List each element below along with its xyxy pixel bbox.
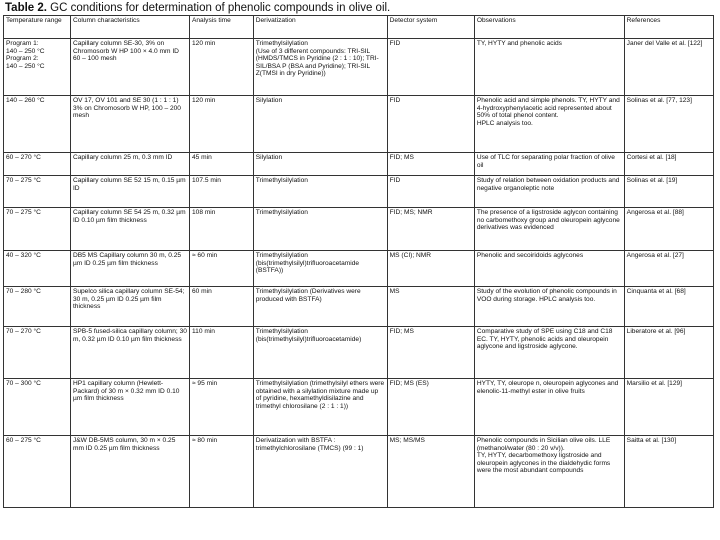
table-cell: 60 – 275 °C [4, 436, 71, 508]
table-cell: HYTY, TY, oleurope n, oleuropein aglycones and elenolic-11-methyl ester in olive fruits [474, 379, 624, 436]
table-cell: 140 – 260 °C [4, 96, 71, 153]
table-cell: Derivatization with BSTFA : trimethylchlorosilane (TMCS) (99 : 1) [253, 436, 387, 508]
table-cell: Trimethylsilylation (bis(trimethylsilyl)trifluoroacetamide) [253, 327, 387, 379]
table-cell: 40 – 320 °C [4, 251, 71, 287]
table-row [4, 327, 714, 379]
table-cell: FID [387, 176, 474, 208]
table-cell: 70 – 280 °C [4, 287, 71, 327]
table-row [4, 287, 714, 327]
table-cell: Trimethylsilylation (Derivatives were produced with BSTFA) [253, 287, 387, 327]
column-header: Column characteristics [70, 16, 189, 39]
table-cell: DB5 MS Capillary column 30 m, 0.25 µm ID 0.25 µm film thickness [70, 251, 189, 287]
table-cell: Janer del Valle et al. [122] [624, 39, 713, 96]
table-cell: FID [387, 39, 474, 96]
table-cell: 70 – 275 °C [4, 208, 71, 251]
table-cell: Program 1: 140 – 250 °C Program 2: 140 – 250 °C [4, 39, 71, 96]
table-cell: FID; MS [387, 327, 474, 379]
table-cell: J&W DB-5MS column, 30 m × 0.25 mm ID 0.25 µm film thickness [70, 436, 189, 508]
table-row [4, 379, 714, 436]
table-cell: FID [387, 96, 474, 153]
table-cell: 45 min [189, 153, 253, 176]
column-header: Analysis time [189, 16, 253, 39]
table-cell: 70 – 275 °C [4, 176, 71, 208]
table-cell: FID; MS (ES) [387, 379, 474, 436]
table-cell: 60 min [189, 287, 253, 327]
table-cell: Use of TLC for separating polar fraction of olive oil [474, 153, 624, 176]
table-cell: Solinas et al. [77, 123] [624, 96, 713, 153]
table-cell: 60 – 270 °C [4, 153, 71, 176]
table-cell: ≈ 60 min [189, 251, 253, 287]
table-cell: 120 min [189, 96, 253, 153]
table-cell: SPB-5 fused-silica capillary column; 30 m, 0.32 µm ID 0.10 µm film thickness [70, 327, 189, 379]
table-cell: ≈ 80 min [189, 436, 253, 508]
table-cell: MS; MS/MS [387, 436, 474, 508]
table-row [4, 153, 714, 176]
table-cell: Phenolic acid and simple phenols. TY, HYTY and 4-hydroxyphenylacetic acid represented about 50% of total phenol content. HPLC analysis too. [474, 96, 624, 153]
column-header: Derivatization [253, 16, 387, 39]
table-cell: Comparative study of SPE using C18 and C18 EC. TY, HYTY, phenolic acids and oleuropein aglycone and ligstroside aglycone. [474, 327, 624, 379]
table-row [4, 176, 714, 208]
table-cell: Capillary column SE 52 15 m, 0.15 µm ID [70, 176, 189, 208]
table-cell: Capillary column SE 54 25 m, 0.32 µm ID 0.10 µm film thickness [70, 208, 189, 251]
table-cell: Liberatore et al. [96] [624, 327, 713, 379]
table-cell: 107.5 min [189, 176, 253, 208]
table-cell: Trimethylsilylation [253, 176, 387, 208]
table-cell: TY, HYTY and phenolic acids [474, 39, 624, 96]
table-cell: Capillary column SE-30, 3% on Chromosorb W HP 100 × 4.0 mm ID 60 – 100 mesh [70, 39, 189, 96]
table-cell: Saitta et al. [130] [624, 436, 713, 508]
table-cell: Silylation [253, 153, 387, 176]
table-row [4, 96, 714, 153]
table-cell: 70 – 300 °C [4, 379, 71, 436]
table-label: Table 2. [5, 2, 47, 14]
column-header: References [624, 16, 713, 39]
column-header: Temperature range [4, 16, 71, 39]
table-cell: The presence of a ligstroside aglycon containing no carbomethoxy group and oleuropein aglycone derivatives was evidenced [474, 208, 624, 251]
table-cell: FID; MS; NMR [387, 208, 474, 251]
table-cell: Trimethylsilylation (Use of 3 different compounds: TRI-SIL (HMDS/TMCS in Pyridine (2 : 1 : 10); TRI-SIL/BSA P (BSA and Pyridine); TRI-SIL Z(TMSI in dry Pyridine)) [253, 39, 387, 96]
table-cell: HP1 capillary column (Hewlett-Packard) of 30 m × 0.32 mm ID 0.10 µm film thickness [70, 379, 189, 436]
table-cell: Cinquanta et al. [68] [624, 287, 713, 327]
table-cell: Study of relation between oxidation products and negative organoleptic note [474, 176, 624, 208]
table-cell: 70 – 270 °C [4, 327, 71, 379]
table-cell: MS [387, 287, 474, 327]
table-row [4, 251, 714, 287]
table-cell: Phenolic and secoiridoids aglycones [474, 251, 624, 287]
table-cell: Silylation [253, 96, 387, 153]
table-caption [5, 2, 390, 14]
table-cell: 120 min [189, 39, 253, 96]
table-cell: Phenolic compounds in Sicilian olive oils. LLE (methanol/water (80 : 20 v/v)). TY, HYTY, decarbomethoxy ligstroside and oleuropein aglycones in the dialdehydic forms were the most abundant compounds [474, 436, 624, 508]
table-cell: OV 17, OV 101 and SE 30 (1 : 1 : 1) 3% on Chromosorb W HP, 100 – 200 mesh [70, 96, 189, 153]
table-row [4, 436, 714, 508]
table-cell: Capillary column 25 m, 0.3 mm ID [70, 153, 189, 176]
table-cell: FID; MS [387, 153, 474, 176]
table-cell: Study of the evolution of phenolic compounds in VOO during storage. HPLC analysis too. [474, 287, 624, 327]
table-row [4, 39, 714, 96]
table-cell: 108 min [189, 208, 253, 251]
table-cell: Trimethylsilylation (trimethylsilyl ethers were obtained with a silylation mixture made up of pyridine, hexamethyldisilazine and trimethyl chlorosilane (2 : 1 : 1)) [253, 379, 387, 436]
gc-conditions-table [3, 15, 714, 508]
table-cell: Trimethylsilylation (bis(trimethylsilyl)trifluoroacetamide (BSTFA)) [253, 251, 387, 287]
table-cell: MS (CI); NMR [387, 251, 474, 287]
table-cell: Trimethylsilylation [253, 208, 387, 251]
table-cell: Solinas et al. [19] [624, 176, 713, 208]
table-cell: Angerosa et al. [27] [624, 251, 713, 287]
table-title: GC conditions for determination of phenolic compounds in olive oil. [50, 2, 391, 14]
column-header: Detector system [387, 16, 474, 39]
table-cell: Supelco silica capillary column SE-54; 30 m, 0.25 µm ID 0.25 µm film thickness [70, 287, 189, 327]
table-cell: ≈ 95 min [189, 379, 253, 436]
table-cell: 110 min [189, 327, 253, 379]
header-row [4, 16, 714, 39]
table-row [4, 208, 714, 251]
column-header: Observations [474, 16, 624, 39]
table-cell: Marsilio et al. [129] [624, 379, 713, 436]
table-cell: Angerosa et al. [88] [624, 208, 713, 251]
table-cell: Cortesi et al. [18] [624, 153, 713, 176]
